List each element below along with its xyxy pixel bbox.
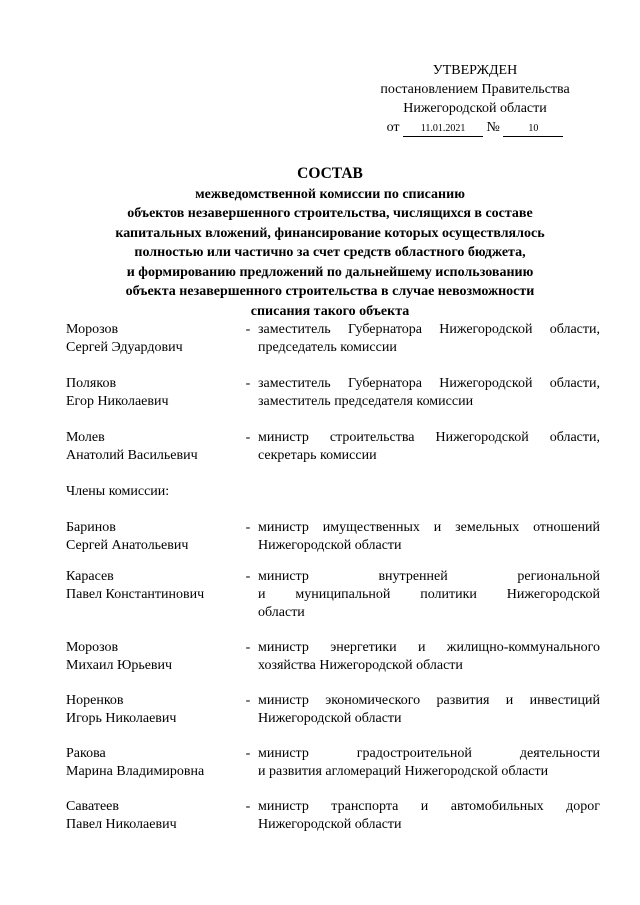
number-label: №	[486, 120, 500, 135]
approval-number: 10	[503, 122, 563, 137]
approval-date-number	[330, 118, 620, 137]
member-given-name: Егор Николаевич	[66, 394, 169, 409]
member-surname: Баринов	[66, 520, 116, 535]
member-surname: Норенков	[66, 693, 124, 708]
member-role	[258, 798, 600, 838]
role-line: Нижегородской области	[258, 817, 402, 832]
commission-list	[66, 321, 600, 838]
role-line: министр имущественных и земельных отношений	[258, 520, 600, 535]
member-surname: Поляков	[66, 376, 117, 391]
member-surname: Ракова	[66, 746, 106, 761]
role-line: министр энергетики и жилищно-коммунального	[258, 640, 600, 655]
title-line: объекта незавершенного строительства в случае невозможности	[125, 284, 535, 299]
dash-separator: -	[245, 322, 251, 337]
document-title	[60, 164, 600, 321]
member-row	[66, 429, 600, 483]
from-label: от	[386, 120, 400, 135]
dash-separator: -	[245, 693, 251, 708]
member-name	[66, 429, 238, 483]
member-name	[66, 692, 238, 745]
member-name	[66, 639, 238, 692]
member-given-name: Павел Константинович	[66, 587, 205, 602]
dash-separator: -	[245, 746, 251, 761]
member-row	[66, 692, 600, 745]
member-role	[258, 692, 600, 745]
title-line: и формированию предложений по дальнейшему использованию	[126, 264, 534, 280]
role-line: министр строительства Нижегородской области,	[258, 430, 600, 445]
member-role	[258, 639, 600, 692]
member-name	[66, 745, 238, 798]
title-line: межведомственной комиссии по списанию	[195, 186, 465, 202]
role-line: председатель комиссии	[258, 340, 397, 355]
role-line: министр градостроительной деятельности	[258, 746, 600, 761]
member-surname: Молев	[66, 430, 105, 445]
member-given-name: Анатолий Васильевич	[66, 448, 198, 463]
role-line: заместитель Губернатора Нижегородской области,	[258, 322, 600, 337]
title-line: списания такого объекта	[250, 303, 410, 319]
member-surname: Карасев	[66, 569, 114, 584]
member-row	[66, 519, 600, 568]
member-name	[66, 798, 238, 838]
member-row	[66, 639, 600, 692]
title-heading: СОСТАВ	[297, 165, 363, 182]
member-row	[66, 798, 600, 838]
role-line: Нижегородской области	[258, 711, 402, 726]
approval-line: постановлением Правительства	[380, 82, 570, 97]
member-row	[66, 568, 600, 639]
role-line: заместитель председателя комиссии	[258, 394, 474, 409]
role-line: заместитель Губернатора Нижегородской области,	[258, 376, 600, 391]
dash-separator: -	[245, 430, 251, 445]
member-given-name: Игорь Николаевич	[66, 711, 177, 726]
dash-separator: -	[245, 640, 251, 655]
title-line: объектов незавершенного строительства, числящихся в составе	[127, 206, 533, 221]
member-role	[258, 568, 600, 639]
member-row	[66, 321, 600, 375]
role-line: Нижегородской области	[258, 538, 402, 553]
dash-separator: -	[245, 520, 251, 535]
member-surname: Саватеев	[66, 799, 119, 814]
role-line: министр транспорта и автомобильных дорог	[258, 799, 600, 814]
title-line: полностью или частично за счет средств областного бюджета,	[134, 245, 526, 260]
member-name	[66, 519, 238, 568]
member-role	[258, 429, 600, 483]
member-given-name: Михаил Юрьевич	[66, 658, 173, 673]
approval-title: УТВЕРЖДЕН	[432, 63, 518, 78]
member-role	[258, 745, 600, 798]
member-given-name: Павел Николаевич	[66, 817, 177, 832]
role-line: хозяйства Нижегородской области	[258, 658, 463, 673]
member-name	[66, 321, 238, 375]
member-name	[66, 568, 238, 639]
members-heading: Члены комиссии:	[66, 484, 170, 499]
member-role	[258, 321, 600, 375]
dash-separator: -	[245, 376, 251, 391]
dash-separator: -	[245, 799, 251, 814]
member-surname: Морозов	[66, 322, 119, 337]
member-role	[258, 375, 600, 429]
role-line: министр внутренней региональной	[258, 569, 600, 584]
member-name	[66, 375, 238, 429]
role-line: секретарь комиссии	[258, 448, 377, 463]
role-line: области	[258, 605, 305, 620]
title-line: капитальных вложений, финансирование которых осуществлялось	[115, 225, 545, 241]
role-line: и муниципальной политики Нижегородской	[258, 587, 600, 602]
member-given-name: Сергей Анатольевич	[66, 538, 189, 553]
member-given-name: Сергей Эдуардович	[66, 340, 183, 355]
approval-line: Нижегородской области	[403, 101, 547, 116]
member-row	[66, 375, 600, 429]
approval-date: 11.01.2021	[403, 122, 483, 137]
member-row	[66, 745, 600, 798]
member-given-name: Марина Владимировна	[66, 764, 205, 779]
role-line: и развития агломераций Нижегородской области	[258, 764, 549, 779]
role-line: министр экономического развития и инвестиций	[258, 693, 600, 708]
member-surname: Морозов	[66, 640, 119, 655]
approval-stamp	[330, 61, 620, 137]
dash-separator: -	[245, 569, 251, 584]
member-role	[258, 519, 600, 568]
